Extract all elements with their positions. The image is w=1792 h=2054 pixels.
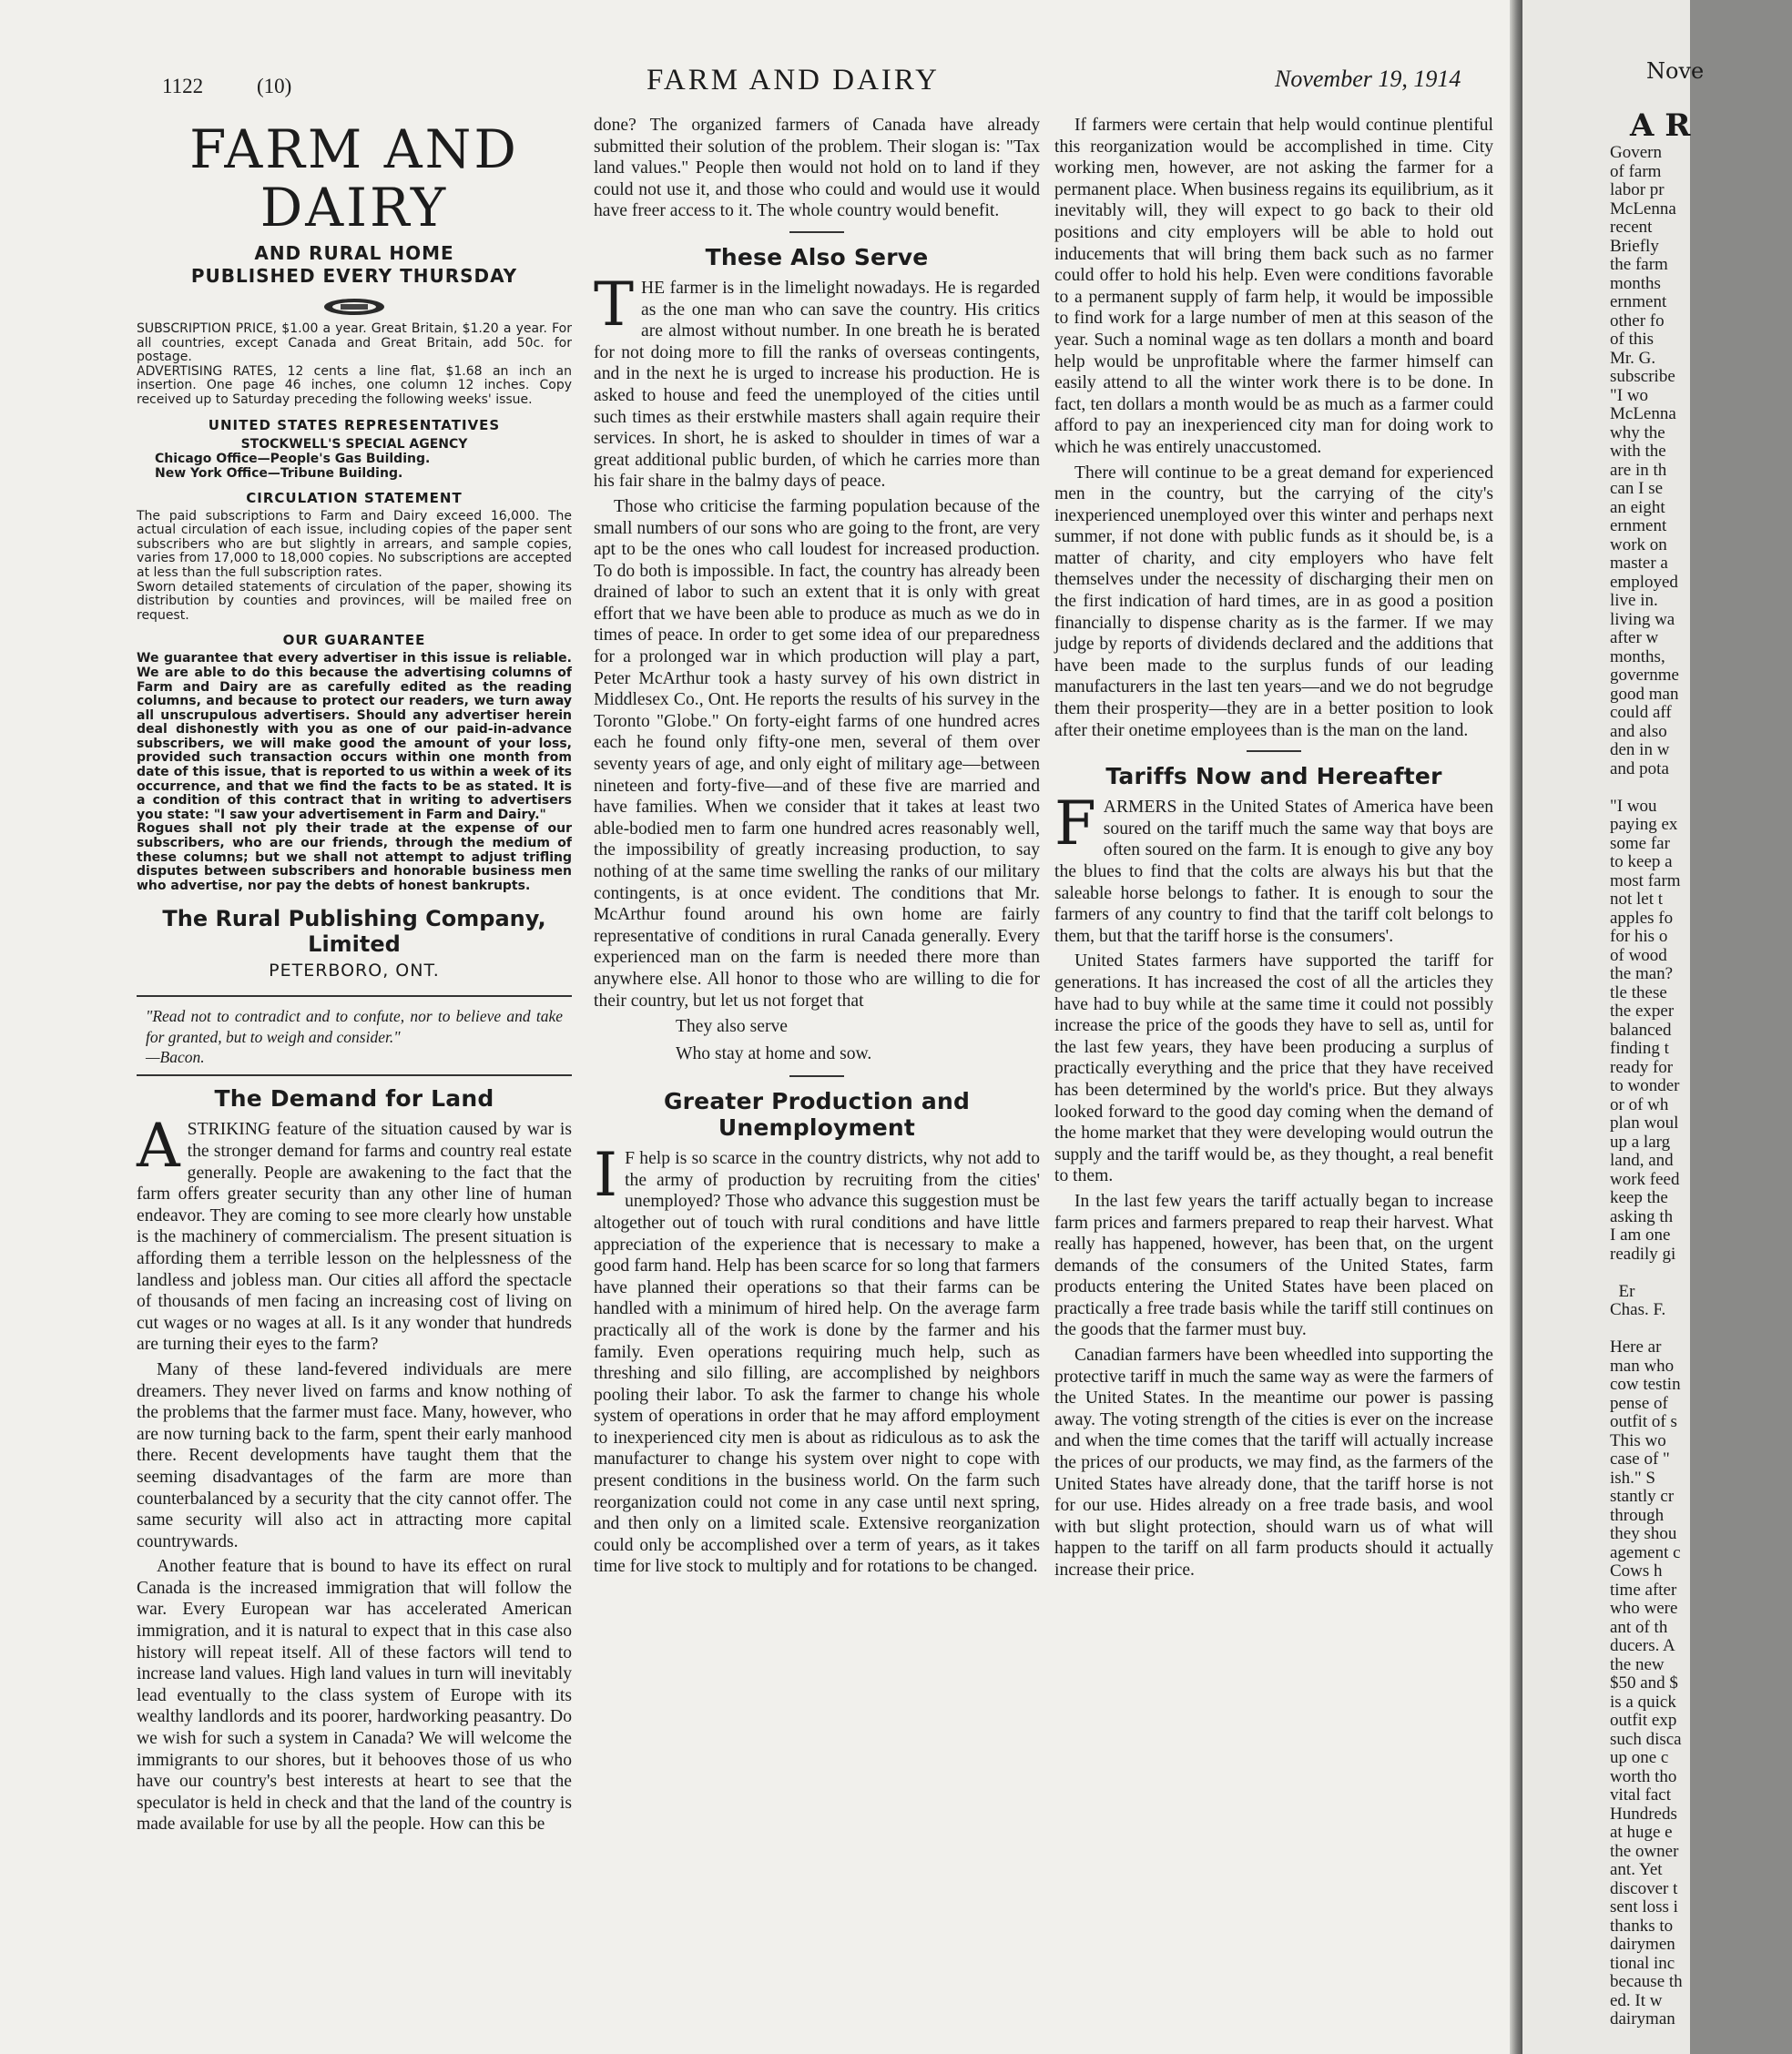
drop-cap: I [594,1140,618,1211]
article-paragraph: FARMERS in the United States of America have been soured on the tariff much the same way that boys are often soured on the farm. It is enough to give any boy the blues to find that the colts are always his but that the saleable horse belongs to father. It is enough to sour the farmers of any country to find that the tariff colt belongs to them, but that the tariff horse is the consumers'. [1054,788,1493,946]
masthead-publication-line: PUBLISHED EVERY THURSDAY [190,265,518,287]
adjacent-page-header: Nove [1646,58,1705,84]
page-gutter [1510,0,1522,2054]
adjacent-page-text: Govern of farm labor pr McLenna recent Briefly the farm months ernment other fo of this Mr. G. subscribe "I wo McLenna why the with the are in th can I se an eight ernment work on master a employed live in. living wa after w months, governme good man could aff and also den in w and pota "I wou paying ex some far to keep a most farm not let t apples fo for his o of wood the man? tle these the exper balanced finding t ready for to wonder or of wh plan woul up a larg land, and work feed keep the asking th I am one readily gi Er Chas. F. Here ar man who cow testin pense of outfit of s This wo case of " ish." S stantly cr through they shou agement c Cows h time after who were ant of th ducers. A the new $50 and $ is a quick outfit exp such disca up one c worth tho vital fact Hundreds at huge e the owner ant. Yet discover t sent loss i thanks to dairymen tional inc because th ed. It w dairyman [1610,143,1683,2029]
masthead-title: FARM AND DAIRY [189,118,519,239]
adjacent-page-title: A R [1630,107,1691,144]
section-number: (10) [257,75,292,97]
article-paragraph: ASTRIKING feature of the situation caused by war is the stronger demand for farms and country real estate generally. People are awakening to the fact that the farm offers greater security than any other line of human endeavor. They are coming to see more clearly how unstable is the machinery of commercialism. The present situation is affording them a terrible lesson on the helplessness of the landless and jobless man. Our cities all afford the spectacle of thousands of men facing an increasing cost of living on cut wages or no wages at all. Is it any wonder that hundreds are turning their eyes to the farm? [137,1111,572,1355]
us-representatives-heading: UNITED STATES REPRESENTATIVES [208,416,501,433]
adjacent-page [1522,0,1705,2054]
advertising-rates: ADVERTISING RATES, 12 cents a line flat, $1.68 an inch an insertion. One page 46 inches, one column 12 inches. Copy received up to Saturday preceding the following weeks' issue. [137,363,572,407]
article-paragraph: If farmers were certain that help would continue plentiful this reorganization would be accomplished in time. City working men, however, are not asking the farmer for a permanent place. When business regains its equilibrium, as it inevitably will, they will expect to go back to their old positions and city employers will be able to hold out inducements that will bring them back such as no farmer could offer to hold his help. Even were conditions favorable to a permanent supply of farm help, it would be impossible to find work for a large number of men at this season of the year. Such a nominal wage as ten dollars a month and board help would be unprofitable where the farmer himself can easily attend to all the winter work there is to be done. In fact, ten dollars a month would be as much as a farmer could afford to pay an inexperienced city man for doing work to which he was entirely unaccustomed. [1054,116,1493,457]
drop-cap: F [1054,788,1096,859]
divider [1247,750,1301,752]
article-paragraph: Canadian farmers have been wheedled into supporting the protective tariff in much the same way as were the farmers of the United States. In the meantime our power is passing away. The voting strength of the cities is ever on the increase and when the time comes that the tariff will actually increase the prices of our products, we may find, as the farmers of the United States have already done, that the tariff horse is not for our use. Hides already on a free trade basis, and wool with but slight protection, should warn us of what will happen to the tariff on all farm products should it actually increase their price. [1054,1346,1493,1580]
drop-cap: A [137,1111,180,1182]
article-paragraph: THE farmer is in the limelight nowadays. He is regarded as the one man who can save the country. His critics are almost without number. In one breath he is berated for not doing more to fill the ranks of overseas contingents, and in the next he is urged to increase his production. He is asked to house and feed the unemployed of the cities until such times as their erstwhile masters shall again require their services. In short, he is asked to shoulder in times of war a great additional public burden, of which he carries more than his fair share in the balmy days of peace. [594,269,1040,492]
subscription-price: SUBSCRIPTION PRICE, $1.00 a year. Great Britain, $1.20 a year. For all countries, except Canada and Great Britain, add 50c. for postage. [137,321,572,365]
divider [789,1075,844,1077]
circulation-text: The paid subscriptions to Farm and Dairy exceed 16,000. The actual circulation of each issue, including copies of the paper sent subscribers who are but slightly in arrears, and sample copies, varies from 17,000 to 18,000 copies. No subscriptions are accepted at less than the full subscription rates. [137,508,572,580]
article-paragraph: Many of these land-fevered individuals are mere dreamers. They never lived on farms and know nothing of the problems that the farmer must face. Many, however, who are now turning back to the farm, spent their early manhood there. Recent developments have taught them that the seeming disadvantages of the farm are more than counterbalanced by a security that the city cannot offer. The same security will also act in attracting more capital countrywards. [137,1359,572,1551]
new-york-office: New York Office—Tribune Building. [155,465,403,481]
article-title-these-also-serve: These Also Serve [705,243,929,270]
article-paragraph: Another feature that is bound to have its effect on rural Canada is the increased immigration that will follow the war. Every European war has accelerated American immigration, and it is natural to expect that in this case also history will repeat itself. All of these factors will tend to increase land values. High land values in turn will inevitably lead eventually to the class system of Europe with its wealthy landlords and its poorer, hardworking peasantry. Do we wish for such a system in Canada? We will welcome the immigrants to our shores, but it behooves those of us who have our country's best interests at heart to see that the speculator is held in check and that the land of the country is made available for use by all the people. How can this be [137,1557,572,1835]
agency-name: STOCKWELL'S SPECIAL AGENCY [240,436,468,452]
article-title-tariffs: Tariffs Now and Hereafter [1105,763,1442,790]
column-1 [137,115,572,1839]
article-paragraph: Those who criticise the farming population because of the small numbers of our sons who are going to the front, are very apt to be the ones who call loudest for increased production. To do both is impossible. In fact, the country has already been drained of labor to such an extent that it is only with great effort that we have been able to produce as much as we do in times of peace. In order to get some idea of our preparedness for a prolonged war in which production will play a part, Peter McArthur took a hasty survey of his own district in Middlesex Co., Ont. He reports the results of his survey in the Toronto "Globe." On forty-eight farms of one hundred acres each he found only fifty-one men, several of them over seventy years of age, and only eight of military age—between nineteen and forty-five—and of these five are married and have families. When we consider that it takes at least two able-bodied men to farm one hundred acres reasonably well, the impossibility of greatly increasing production, to say nothing of at the same time swelling the ranks of our military contingents, is at once evident. The conditions that Mr. McArthur found around his own home are fairly representative of conditions in rural Canada generally. Every experienced man on the farm is needed there more than anywhere else. All honor to those who are willing to die for their country, but let us not forget that [594,496,1040,1011]
emblem-ornament-icon [322,297,386,317]
publisher-place: PETERBORO, ONT. [269,961,440,981]
circulation-heading: CIRCULATION STATEMENT [246,489,463,506]
divider [137,1074,572,1076]
article-title-greater-production: Greater Production and Unemployment [663,1088,971,1142]
circulation-sworn: Sworn detailed statements of circulation of the paper, showing its distribution by counties and provinces, will be mailed free on request. [137,579,572,623]
article-paragraph: There will continue to be a great demand for experienced men in the country, but the carrying of the city's inexperienced unemployed over this winter and perhaps next summer, if not done with public funds as it should be, is a matter of charity, and city employers who have felt themselves under the necessity of discharging their men on the first indication of hard times, are in as good a position financially to dispense charity as is the farmer. If we may judge by reports of dividends declared and the additions that have been made to the surplus funds of our leading manufacturers in the last ten years—and we do not begrudge them their prosperity—they are in a better position to look after their onetime employees than is the man on the land. [1054,463,1493,740]
verse-line: They also serve [676,1017,788,1037]
chicago-office: Chicago Office—People's Gas Building. [155,451,431,466]
divider [789,231,844,233]
masthead-subtitle: AND RURAL HOME [254,242,454,264]
article-title-demand-for-land: The Demand for Land [214,1085,494,1113]
guarantee-rogues: Rogues shall not ply their trade at the expense of our subscribers, who are our friends, through the medium of these columns; but we shall not attempt to adjust trifling disputes between subscribers and honorable business men who advertise, nor pay the debts of honest bankrupts. [137,821,572,893]
verse-line: Who stay at home and sow. [676,1044,872,1064]
article-paragraph-continued: done? The organized farmers of Canada have already submitted their solution of the problem. Their slogan is: "Tax land values." People then would not hold on to land if they could not use it, and those who could and would use it would have freer access to it. The whole country would benefit. [594,116,1040,221]
article-paragraph: United States farmers have supported the tariff for generations. It has increased the cost of all the articles they have had to buy while at the same time it could not possibly increase the price of the goods they have to sell as, until for the last few years, they have been producing a surplus of practically everything and the price that they have received has been determined by the world's price. But they always looked forward to the good day coming when the demand of the home market that they were developing would outrun the supply and the tariff would be, as they thought, a real benefit to them. [1054,951,1493,1186]
column-2 [594,115,1040,1581]
running-title: FARM AND DAIRY [647,64,940,97]
drop-cap: T [594,269,635,340]
column-3 [1054,115,1493,1585]
epigraph-quote: "Read not to contradict and to confute, nor to believe and take for granted, but to weigh and consider." [146,1007,563,1047]
divider [137,995,572,997]
issue-date: November 19, 1914 [1275,66,1461,92]
guarantee-text: We guarantee that every advertiser in this issue is reliable. We are able to do this because the advertising columns of Farm and Dairy are as carefully edited as the reading columns, and because to protect our readers, we turn away all unscrupulous advertisers. Should any advertiser herein deal dishonestly with you as one of our paid-in-advance subscribers, we will make good the amount of your loss, provided such transaction occurs within one month from date of this issue, that is reported to us within a week of its occurrence, and that we find the facts to be as stated. It is a condition of this contract that in writing to advertisers you state: "I saw your advertisement in Farm and Dairy." [137,651,572,822]
article-paragraph: In the last few years the tariff actually began to increase farm prices and farmers prepared to reap their harvest. What really has happened, however, has been that, on the urgent demands of the consumers of the United States, farm products entering the United States have been placed on practically a free trade basis while the tariff still continues on the goods that the farmer must buy. [1054,1191,1493,1340]
article-paragraph: I F help is so scarce in the country districts, why not add to the army of production by recruiting from the cities' unemployed? Those who advance this suggestion must be altogether out of touch with rural conditions and have little appreciation of the experience that is necessary to make a good farm hand. Help has been scarce for so long that farmers have planned their operations so that their farms can be handled with a minimum of hired help. On the average farm practically all of the work is done by the farmer and his family. Even operations requiring much help, such as threshing and silo filling, are accomplished by neighbors pooling their labor. To ask the farmer to change his whole system of operations in order that he may afford employment to inexperienced city men is about as ridiculous as to ask the manufacturer to change his system over night to cope with present conditions in the business world. On the farm such reorganization could not come in any case until next spring, and then only on a limited scale. Extensive reorganization could only be accomplished over a term of years, as it takes time for live stock to multiply and for rotations to be changed. [594,1140,1040,1577]
page-number: 1122 [162,75,204,97]
publisher-name: The Rural Publishing Company, Limited [162,906,546,958]
epigraph-attribution: —Bacon. [146,1048,205,1067]
guarantee-heading: OUR GUARANTEE [282,632,426,649]
